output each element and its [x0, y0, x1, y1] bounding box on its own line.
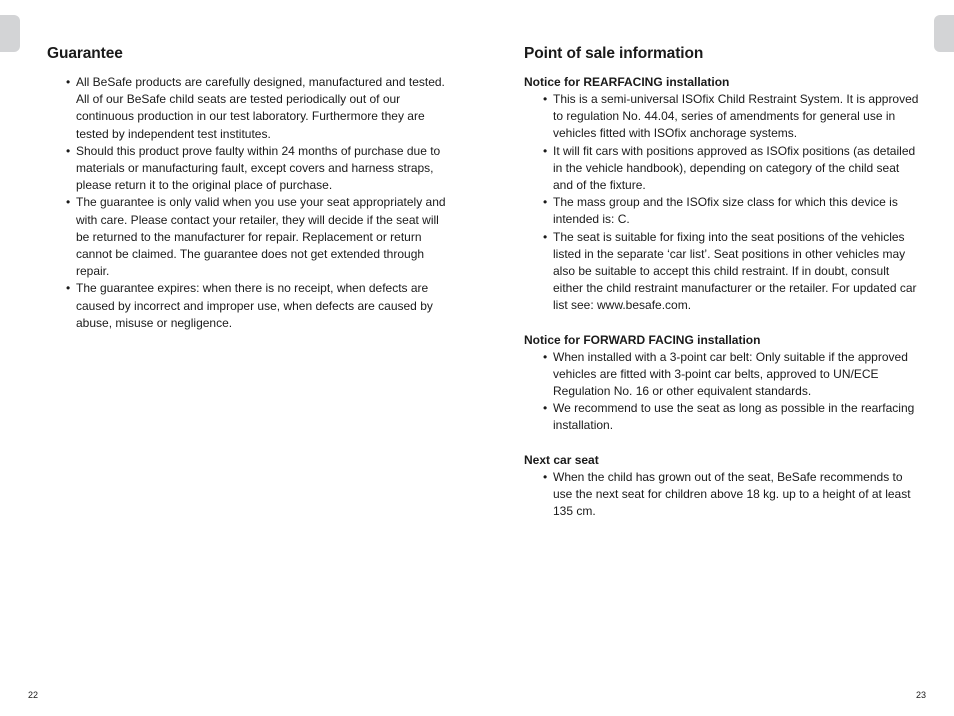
list-item: • Should this product prove faulty within 24 months of purchase due to materials or manufacturing fault, except covers and harness straps, please return it to the original place of purchase. — [47, 143, 447, 195]
point-of-sale-title: Point of sale information — [524, 45, 704, 62]
rearfacing-list — [524, 91, 919, 315]
guarantee-title: Guarantee — [47, 45, 123, 62]
list-item: • The guarantee is only valid when you use your seat appropriately and with care. Please contact your retailer, they will decide if the seat will be returned to the manufacturer for repair. Replacement or return cannot be claimed. The guarantee does not get extended through repair. — [47, 194, 447, 280]
list-item: • The guarantee expires: when there is no receipt, when defects are caused by incorrect and improper use, when defects are caused by abuse, misuse or negligence. — [47, 280, 447, 332]
list-item: • All BeSafe products are carefully designed, manufactured and tested. All of our BeSafe child seats are tested periodically out of our continuous production in our test laboratory. Furthermore they are tested by independent test institutes. — [47, 74, 447, 143]
forward-facing-list — [524, 349, 919, 435]
list-item: • This is a semi-universal ISOfix Child Restraint System. It is approved to regulation No. 44.04, series of amendments for general use in vehicles fitted with ISOfix anchorage systems. — [524, 91, 919, 143]
list-item: • The seat is suitable for fixing into the seat positions of the vehicles listed in the separate ‘car list’. Seat positions in other vehicles may also be suitable to accept this child restraint. If in doubt, consult either the child restraint manufacturer or the retailer. For updated car list see: www.besafe.com. — [524, 229, 919, 315]
guarantee-column — [47, 44, 447, 332]
list-item: • It will fit cars with positions approved as ISOfix positions (as detailed in the vehicle handbook), depending on category of the child seat and of the fixture. — [524, 143, 919, 195]
page-number-left: 22 — [28, 690, 39, 700]
next-car-seat-heading: Next car seat — [524, 452, 599, 467]
list-item: • When installed with a 3-point car belt: Only suitable if the approved vehicles are fitted with 3-point car belts, approved to UN/ECE Regulation No. 16 or other equivalent standards. — [524, 349, 919, 401]
guarantee-list — [47, 74, 447, 332]
point-of-sale-column — [524, 44, 919, 520]
list-item: • We recommend to use the seat as long as possible in the rearfacing installation. — [524, 400, 919, 434]
next-car-seat-list — [524, 469, 919, 521]
list-item: • The mass group and the ISOfix size class for which this device is intended is: C. — [524, 194, 919, 228]
right-page-tab — [934, 15, 954, 52]
left-page-tab — [0, 15, 20, 52]
page-number-right: 23 — [915, 690, 926, 700]
rearfacing-heading: Notice for REARFACING installation — [524, 75, 730, 89]
forward-facing-heading: Notice for FORWARD FACING installation — [524, 332, 761, 347]
list-item: • When the child has grown out of the seat, BeSafe recommends to use the next seat for children above 18 kg. up to a height of at least 135 cm. — [524, 469, 919, 521]
